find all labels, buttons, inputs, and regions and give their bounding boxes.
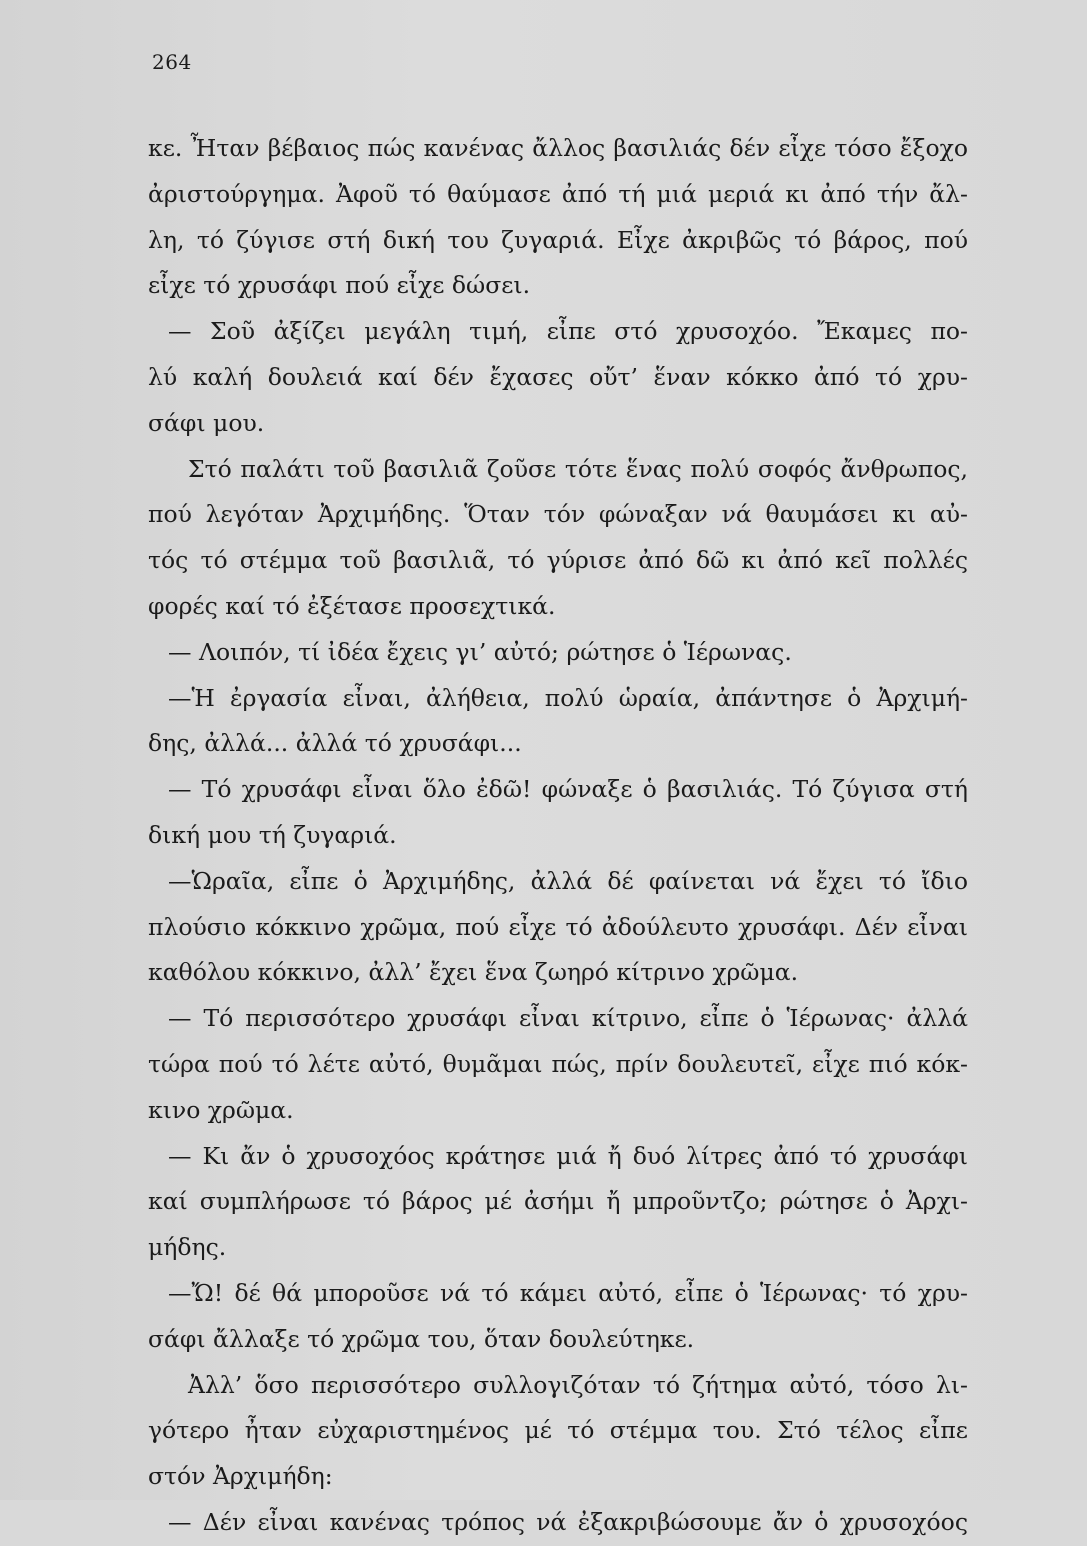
text-line: — Δέν εἶναι κανένας τρόπος νά ἐξακριβώσουμε ἄν ὁ χρυσοχόος xyxy=(168,1507,968,1536)
text-line: — Σοῦ ἀξίζει μεγάλη τιμή, εἶπε στό χρυσοχόο. Ἔκαμες πο- xyxy=(168,317,968,346)
text-line: μήδης. xyxy=(148,1233,227,1262)
body-text xyxy=(148,126,968,1546)
page-number: 264 xyxy=(152,50,192,74)
text-line: στόν Ἀρχιμήδη: xyxy=(148,1462,333,1491)
text-line: — Κι ἄν ὁ χρυσοχόος κράτησε μιά ἤ δυό λίτρες ἀπό τό χρυσάφι xyxy=(168,1141,968,1170)
text-line: καθόλου κόκκινο, ἀλλ’ ἔχει ἕνα ζωηρό κίτρινο χρῶμα. xyxy=(148,958,799,987)
text-line: ἀριστούργημα. Ἀφοῦ τό θαύμασε ἀπό τή μιά μεριά κι ἀπό τήν ἄλ- xyxy=(148,179,968,208)
text-line: λη, τό ζύγισε στή δική του ζυγαριά. Εἶχε ἀκριβῶς τό βάρος, πού xyxy=(148,225,968,254)
text-line: Ἀλλ’ ὅσο περισσότερο συλλογιζόταν τό ζήτημα αὐτό, τόσο λι- xyxy=(188,1370,968,1399)
text-line: γότερο ἦταν εὐχαριστημένος μέ τό στέμμα του. Στό τέλος εἶπε xyxy=(148,1416,968,1445)
text-line: δική μου τή ζυγαριά. xyxy=(148,820,397,849)
text-line: δης, ἀλλά... ἀλλά τό χρυσάφι... xyxy=(148,729,522,758)
text-line: —Ὡραῖα, εἶπε ὁ Ἀρχιμήδης, ἀλλά δέ φαίνεται νά ἔχει τό ἴδιο xyxy=(168,866,968,895)
text-line: — Τό περισσότερο χρυσάφι εἶναι κίτρινο, εἶπε ὁ Ἱέρωνας· ἀλλά xyxy=(168,1004,968,1033)
text-line: καί συμπλήρωσε τό βάρος μέ ἀσήμι ἤ μπροῦντζο; ρώτησε ὁ Ἀρχι- xyxy=(148,1187,968,1216)
text-line: τός τό στέμμα τοῦ βασιλιᾶ, τό γύρισε ἀπό δῶ κι ἀπό κεῖ πολλές xyxy=(148,546,968,575)
text-line: φορές καί τό ἐξέτασε προσεχτικά. xyxy=(148,591,556,620)
text-line: εἶχε τό χρυσάφι πού εἶχε δώσει. xyxy=(148,271,531,300)
text-line: σάφι ἄλλαξε τό χρῶμα του, ὅταν δουλεύτηκε. xyxy=(148,1324,695,1353)
text-line: λύ καλή δουλειά καί δέν ἔχασες οὔτ’ ἕναν κόκκο ἀπό τό χρυ- xyxy=(148,362,968,391)
text-line: — Λοιπόν, τί ἰδέα ἔχεις γι’ αὐτό; ρώτησε ὁ Ἱέρωνας. xyxy=(168,637,792,666)
text-line: —Ἡ ἐργασία εἶναι, ἀλήθεια, πολύ ὡραία, ἀπάντησε ὁ Ἀρχιμή- xyxy=(168,683,968,712)
text-line: κινο χρῶμα. xyxy=(148,1095,294,1124)
text-line: πλούσιο κόκκινο χρῶμα, πού εἶχε τό ἀδούλευτο χρυσάφι. Δέν εἶναι xyxy=(148,912,968,941)
text-line: — Τό χρυσάφι εἶναι ὅλο ἐδῶ! φώναξε ὁ βασιλιάς. Τό ζύγισα στή xyxy=(168,775,968,804)
text-line: Στό παλάτι τοῦ βασιλιᾶ ζοῦσε τότε ἕνας πολύ σοφός ἄνθρωπος, xyxy=(188,454,968,483)
text-line: σάφι μου. xyxy=(148,408,265,437)
text-line: πού λεγόταν Ἀρχιμήδης. Ὅταν τόν φώναξαν νά θαυμάσει κι αὐ- xyxy=(148,500,968,529)
text-line: —Ὤ! δέ θά μποροῦσε νά τό κάμει αὐτό, εἶπε ὁ Ἱέρωνας· τό χρυ- xyxy=(168,1278,968,1307)
text-line: τώρα πού τό λέτε αὐτό, θυμᾶμαι πώς, πρίν δουλευτεῖ, εἶχε πιό κόκ- xyxy=(148,1049,968,1078)
text-line: κε. Ἦταν βέβαιος πώς κανένας ἄλλος βασιλιάς δέν εἶχε τόσο ἔξοχο xyxy=(148,134,968,162)
